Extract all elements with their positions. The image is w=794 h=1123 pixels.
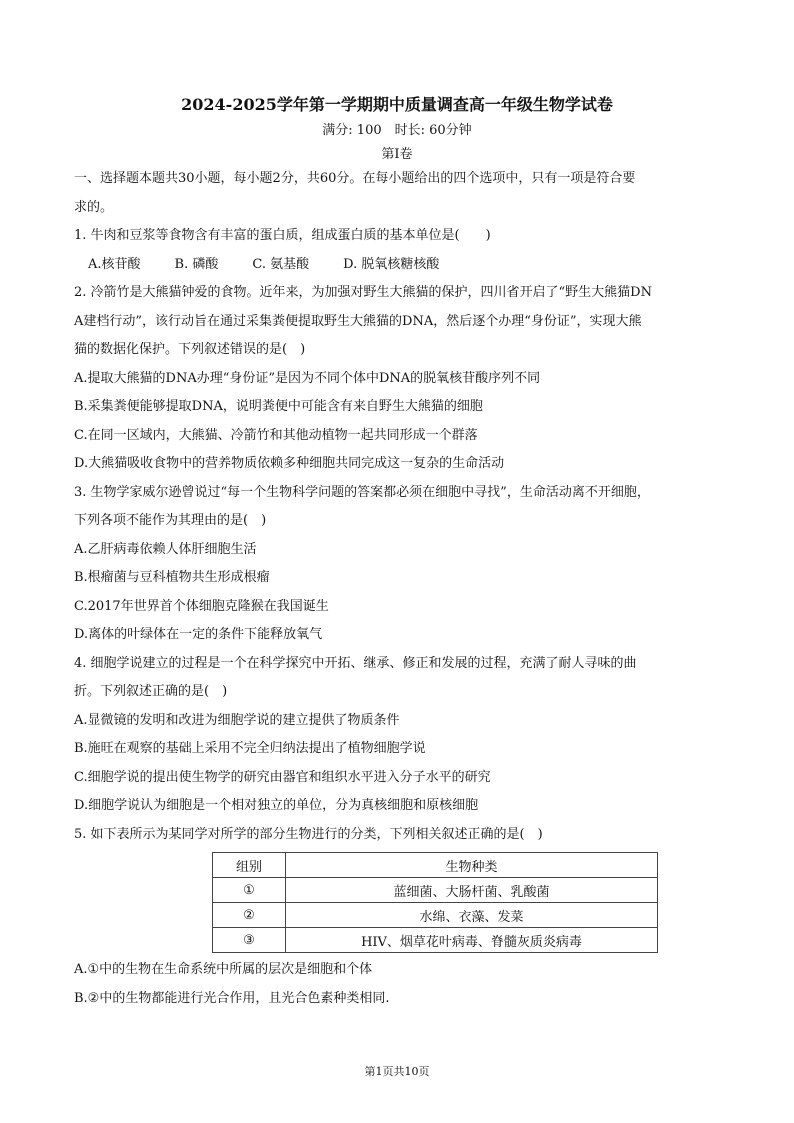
table-cell-group: ③ (213, 928, 286, 953)
classification-table (212, 852, 658, 953)
exam-subtitle: 满分: 100 时长: 60分钟 (322, 123, 472, 138)
table-cell-species: HIV、烟草花叶病毒、脊髓灰质炎病毒 (286, 928, 658, 953)
q4-stem-line-2: 折。下列叙述正确的是( ) (74, 684, 228, 699)
q1-options (74, 251, 720, 280)
part-heading: 第Ⅰ卷 (381, 147, 413, 162)
q4-option-b: B.施旺在观察的基础上采用不完全归纳法提出了植物细胞学说 (74, 741, 426, 756)
exam-page (74, 94, 720, 1013)
q4-option-c: C.细胞学说的提出使生物学的研究由器官和组织水平进入分子水平的研究 (74, 769, 491, 785)
table-cell-species: 水绵、衣藻、发菜 (286, 903, 658, 928)
instructions-line-1: 一、选择题本题共30小题，每小题2分，共60分。在每小题给出的四个选项中，只有一项是符合要 (74, 171, 636, 186)
q5-option-a: A.①中的生物在生命系统中所属的层次是细胞和个体 (74, 962, 373, 977)
q4-option-d: D.细胞学说认为细胞是一个相对独立的单位，分为真核细胞和原核细胞 (74, 798, 479, 813)
q2-option-b: B.采集粪便能够提取DNA，说明粪便中可能含有来自野生大熊猫的细胞 (74, 399, 483, 414)
q3-option-b: B.根瘤菌与豆科植物共生形成根瘤 (74, 570, 270, 585)
q2-stem-line-3: 猫的数据化保护。下列叙述错误的是( ) (74, 342, 306, 357)
instructions-line-2: 求的。 (74, 199, 114, 215)
q2-option-c: C.在同一区域内，大熊猫、冷箭竹和其他动植物一起共同形成一个群落 (74, 427, 478, 443)
q2-stem-line-1: 2. 冷箭竹是大熊猫钟爱的食物。近年来，为加强对野生大熊猫的保护，四川省开启了“野生大熊猫DN (74, 285, 652, 300)
table-header-row (213, 853, 658, 878)
table-row (213, 878, 658, 903)
q4-stem-line-1: 4. 细胞学说建立的过程是一个在科学探究中开拓、继承、修正和发展的过程，充满了耐人寻味的曲 (74, 655, 637, 671)
q1-option-a: A.核苷酸 (88, 256, 141, 272)
table-header-group: 组别 (213, 853, 286, 878)
exam-title: 2024-2025学年第一学期期中质量调查高一年级生物学试卷 (181, 95, 613, 114)
q1-option-c: C. 氨基酸 (252, 256, 310, 272)
q3-stem-line-1: 3. 生物学家威尔逊曾说过“每一个生物科学问题的答案都必须在细胞中寻找”，生命活动离不开细胞， (74, 484, 650, 500)
q1-stem: 1. 牛肉和豆浆等食物含有丰富的蛋白质，组成蛋白质的基本单位是( ) (74, 228, 491, 243)
q2-option-d: D.大熊猫吸收食物中的营养物质依赖多种细胞共同完成这一复杂的生命活动 (74, 456, 505, 471)
q1-option-b: B. 磷酸 (174, 256, 219, 272)
table-row (213, 928, 658, 953)
table-cell-group: ① (213, 878, 286, 903)
table-cell-group: ② (213, 903, 286, 928)
q4-option-a: A.显微镜的发明和改进为细胞学说的建立提供了物质条件 (74, 712, 400, 728)
q2-stem-line-2: A建档行动”，该行动旨在通过采集粪便提取野生大熊猫的DNA，然后逐个办理“身份证”，实现大熊 (74, 313, 642, 329)
page-footer: 第1页共10页 (364, 1065, 430, 1078)
table-row (213, 903, 658, 928)
q3-option-d: D.离体的叶绿体在一定的条件下能释放氧气 (74, 627, 323, 642)
q2-option-a: A.提取大熊猫的DNA办理“身份证”是因为不同个体中DNA的脱氧核苷酸序列不同 (74, 370, 541, 386)
q1-option-d: D. 脱氧核糖核酸 (343, 256, 440, 272)
table-cell-species: 蓝细菌、大肠杆菌、乳酸菌 (286, 878, 658, 903)
q3-option-a: A.乙肝病毒依赖人体肝细胞生活 (74, 541, 257, 557)
q5-stem: 5. 如下表所示为某同学对所学的部分生物进行的分类，下列相关叙述正确的是( ) (74, 826, 543, 842)
q5-option-b: B.②中的生物都能进行光合作用，且光合色素种类相同. (74, 990, 390, 1006)
q3-stem-line-2: 下列各项不能作为其理由的是( ) (74, 513, 267, 528)
table-header-species: 生物种类 (286, 853, 658, 878)
q3-option-c: C.2017年世界首个体细胞克隆猴在我国诞生 (74, 598, 329, 614)
